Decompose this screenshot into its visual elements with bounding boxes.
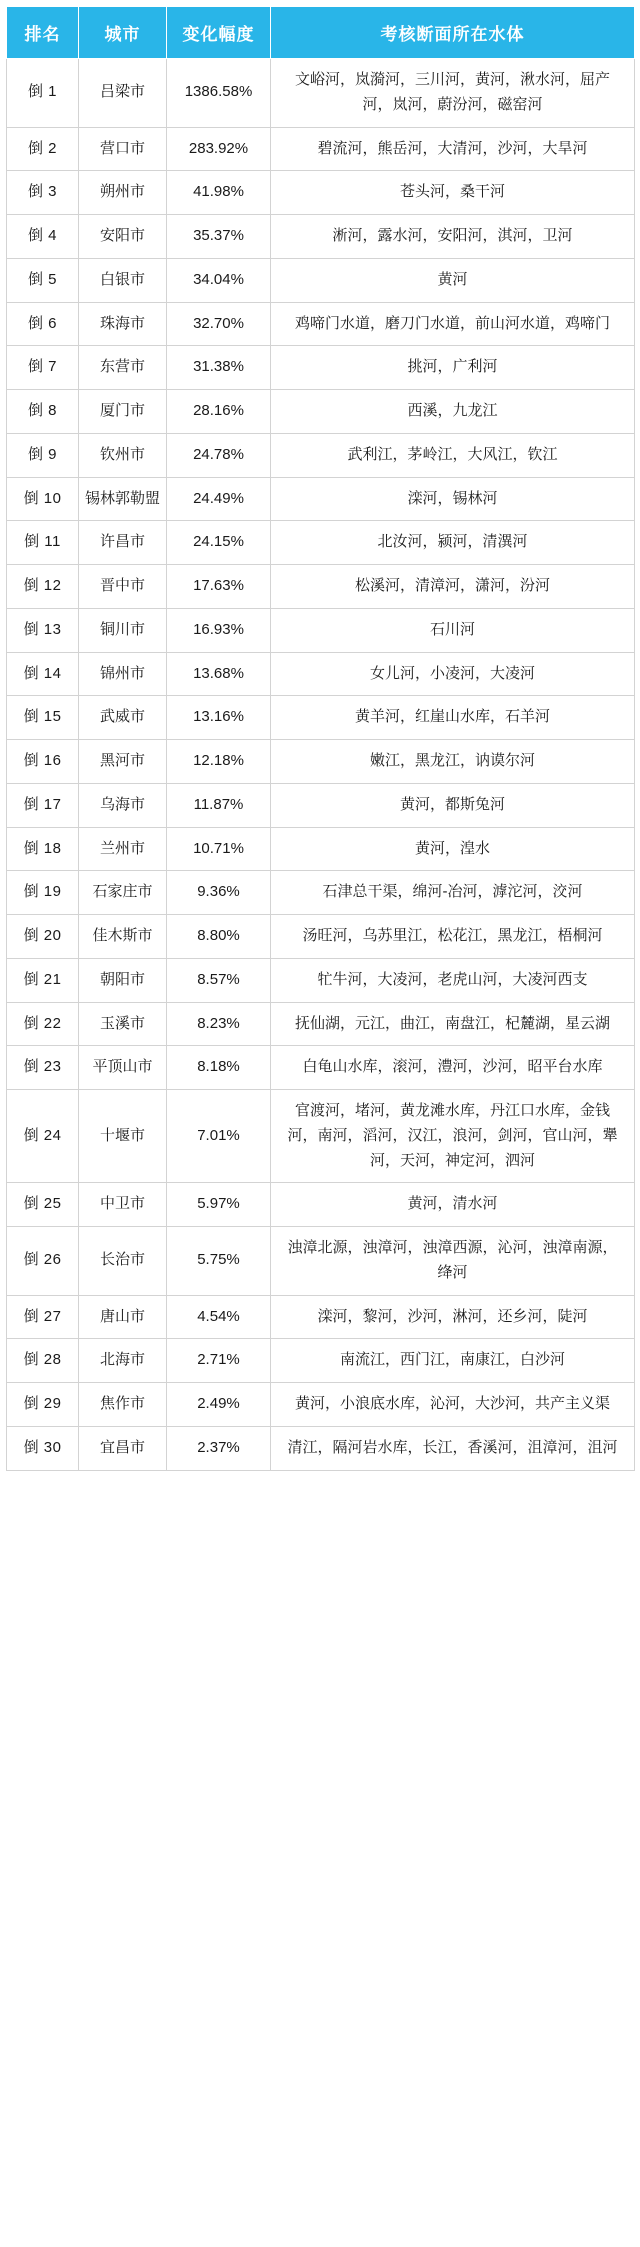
cell-rank: 倒 26 [7, 1227, 79, 1296]
table-row [7, 958, 635, 1002]
cell-rank: 倒 1 [7, 59, 79, 128]
cell-rank: 倒 15 [7, 696, 79, 740]
cell-city: 武威市 [79, 696, 167, 740]
column-header-rank: 排名 [7, 7, 79, 59]
table-row [7, 346, 635, 390]
cell-change: 2.71% [167, 1339, 271, 1383]
table-row [7, 521, 635, 565]
cell-rank: 倒 28 [7, 1339, 79, 1383]
table-header [7, 7, 635, 59]
cell-water: 西溪，九龙江 [271, 390, 635, 434]
cell-rank: 倒 13 [7, 608, 79, 652]
cell-change: 8.57% [167, 958, 271, 1002]
cell-change: 2.37% [167, 1426, 271, 1470]
cell-rank: 倒 2 [7, 127, 79, 171]
cell-water: 清江，隔河岩水库，长江，香溪河，沮漳河，沮河 [271, 1426, 635, 1470]
cell-change: 8.80% [167, 915, 271, 959]
cell-change: 31.38% [167, 346, 271, 390]
table-row [7, 915, 635, 959]
cell-water: 白龟山水库，滚河，澧河，沙河，昭平台水库 [271, 1046, 635, 1090]
cell-city: 长治市 [79, 1227, 167, 1296]
table-row [7, 1227, 635, 1296]
table-row [7, 783, 635, 827]
cell-city: 平顶山市 [79, 1046, 167, 1090]
cell-water: 滦河，黎河，沙河，淋河，还乡河，陡河 [271, 1295, 635, 1339]
cell-city: 佳木斯市 [79, 915, 167, 959]
table-row [7, 608, 635, 652]
cell-water: 武利江，茅岭江，大风江，钦江 [271, 433, 635, 477]
cell-water: 官渡河，堵河，黄龙滩水库，丹江口水库，金钱河，南河，滔河，汉江，浪河，剑河，官山河，犟河，天河，神定河，泗河 [271, 1090, 635, 1183]
cell-water: 黄河，清水河 [271, 1183, 635, 1227]
cell-city: 焦作市 [79, 1383, 167, 1427]
cell-change: 1386.58% [167, 59, 271, 128]
cell-city: 珠海市 [79, 302, 167, 346]
cell-rank: 倒 3 [7, 171, 79, 215]
cell-city: 锡林郭勒盟 [79, 477, 167, 521]
cell-city: 许昌市 [79, 521, 167, 565]
cell-city: 钦州市 [79, 433, 167, 477]
cell-water: 淅河，露水河，安阳河，淇河，卫河 [271, 215, 635, 259]
cell-change: 5.97% [167, 1183, 271, 1227]
cell-rank: 倒 22 [7, 1002, 79, 1046]
cell-change: 17.63% [167, 565, 271, 609]
cell-city: 东营市 [79, 346, 167, 390]
cell-water: 南流江，西门江，南康江，白沙河 [271, 1339, 635, 1383]
column-header-city: 城市 [79, 7, 167, 59]
cell-city: 厦门市 [79, 390, 167, 434]
cell-rank: 倒 23 [7, 1046, 79, 1090]
cell-rank: 倒 4 [7, 215, 79, 259]
table-body [7, 59, 635, 1471]
cell-city: 石家庄市 [79, 871, 167, 915]
column-header-water: 考核断面所在水体 [271, 7, 635, 59]
cell-city: 铜川市 [79, 608, 167, 652]
cell-water: 滦河，锡林河 [271, 477, 635, 521]
cell-rank: 倒 14 [7, 652, 79, 696]
cell-rank: 倒 20 [7, 915, 79, 959]
cell-water: 黄河 [271, 258, 635, 302]
cell-city: 兰州市 [79, 827, 167, 871]
cell-change: 35.37% [167, 215, 271, 259]
cell-city: 锦州市 [79, 652, 167, 696]
cell-water: 牤牛河，大凌河，老虎山河，大凌河西支 [271, 958, 635, 1002]
cell-rank: 倒 6 [7, 302, 79, 346]
cell-city: 宜昌市 [79, 1426, 167, 1470]
cell-water: 鸡啼门水道，磨刀门水道，前山河水道，鸡啼门 [271, 302, 635, 346]
cell-change: 8.23% [167, 1002, 271, 1046]
cell-change: 283.92% [167, 127, 271, 171]
cell-rank: 倒 11 [7, 521, 79, 565]
cell-change: 11.87% [167, 783, 271, 827]
cell-city: 黑河市 [79, 740, 167, 784]
table-row [7, 390, 635, 434]
table-row [7, 871, 635, 915]
cell-rank: 倒 17 [7, 783, 79, 827]
cell-rank: 倒 24 [7, 1090, 79, 1183]
table-row [7, 1183, 635, 1227]
cell-change: 2.49% [167, 1383, 271, 1427]
table-row [7, 1046, 635, 1090]
cell-change: 41.98% [167, 171, 271, 215]
cell-rank: 倒 19 [7, 871, 79, 915]
table-row [7, 215, 635, 259]
cell-change: 12.18% [167, 740, 271, 784]
table-row [7, 1002, 635, 1046]
cell-water: 石津总干渠，绵河-冶河，滹沱河，洨河 [271, 871, 635, 915]
cell-change: 10.71% [167, 827, 271, 871]
cell-rank: 倒 21 [7, 958, 79, 1002]
table-row [7, 477, 635, 521]
cell-rank: 倒 30 [7, 1426, 79, 1470]
cell-city: 乌海市 [79, 783, 167, 827]
table-row [7, 258, 635, 302]
table-row [7, 696, 635, 740]
cell-water: 挑河，广利河 [271, 346, 635, 390]
table-row [7, 127, 635, 171]
cell-change: 24.78% [167, 433, 271, 477]
cell-water: 北汝河，颍河，清潩河 [271, 521, 635, 565]
cell-change: 24.15% [167, 521, 271, 565]
cell-rank: 倒 25 [7, 1183, 79, 1227]
cell-change: 4.54% [167, 1295, 271, 1339]
table-row [7, 59, 635, 128]
cell-rank: 倒 7 [7, 346, 79, 390]
cell-change: 32.70% [167, 302, 271, 346]
cell-water: 松溪河，清漳河，潇河，汾河 [271, 565, 635, 609]
cell-rank: 倒 8 [7, 390, 79, 434]
table-row [7, 1383, 635, 1427]
table-row [7, 565, 635, 609]
cell-change: 13.16% [167, 696, 271, 740]
cell-city: 唐山市 [79, 1295, 167, 1339]
cell-change: 24.49% [167, 477, 271, 521]
cell-change: 28.16% [167, 390, 271, 434]
cell-change: 34.04% [167, 258, 271, 302]
table-row [7, 740, 635, 784]
cell-water: 女儿河，小凌河，大凌河 [271, 652, 635, 696]
cell-change: 13.68% [167, 652, 271, 696]
cell-change: 8.18% [167, 1046, 271, 1090]
cell-water: 文峪河，岚漪河，三川河，黄河，湫水河，屈产河，岚河，蔚汾河，磁窑河 [271, 59, 635, 128]
cell-city: 白银市 [79, 258, 167, 302]
table-row [7, 1090, 635, 1183]
cell-city: 安阳市 [79, 215, 167, 259]
cell-water: 汤旺河，乌苏里江，松花江，黑龙江，梧桐河 [271, 915, 635, 959]
cell-rank: 倒 5 [7, 258, 79, 302]
table-row [7, 827, 635, 871]
cell-change: 7.01% [167, 1090, 271, 1183]
table-row [7, 1295, 635, 1339]
cell-water: 黄河，都斯兔河 [271, 783, 635, 827]
cell-city: 营口市 [79, 127, 167, 171]
water-quality-ranking-table [6, 6, 635, 1471]
cell-rank: 倒 10 [7, 477, 79, 521]
table-row [7, 1426, 635, 1470]
cell-water: 苍头河，桑干河 [271, 171, 635, 215]
cell-water: 碧流河，熊岳河，大清河，沙河，大旱河 [271, 127, 635, 171]
table-row [7, 171, 635, 215]
cell-city: 吕梁市 [79, 59, 167, 128]
cell-change: 16.93% [167, 608, 271, 652]
cell-city: 北海市 [79, 1339, 167, 1383]
cell-rank: 倒 9 [7, 433, 79, 477]
cell-city: 晋中市 [79, 565, 167, 609]
column-header-change: 变化幅度 [167, 7, 271, 59]
cell-city: 中卫市 [79, 1183, 167, 1227]
cell-water: 嫩江，黑龙江，讷谟尔河 [271, 740, 635, 784]
cell-water: 黄河，湟水 [271, 827, 635, 871]
cell-rank: 倒 16 [7, 740, 79, 784]
cell-rank: 倒 29 [7, 1383, 79, 1427]
table-header-row [7, 7, 635, 59]
table-row [7, 1339, 635, 1383]
cell-rank: 倒 12 [7, 565, 79, 609]
cell-city: 玉溪市 [79, 1002, 167, 1046]
cell-water: 黄河，小浪底水库，沁河，大沙河，共产主义渠 [271, 1383, 635, 1427]
cell-rank: 倒 27 [7, 1295, 79, 1339]
cell-water: 浊漳北源，浊漳河，浊漳西源，沁河，浊漳南源，绛河 [271, 1227, 635, 1296]
cell-city: 朔州市 [79, 171, 167, 215]
table-row [7, 302, 635, 346]
cell-water: 石川河 [271, 608, 635, 652]
cell-rank: 倒 18 [7, 827, 79, 871]
cell-change: 5.75% [167, 1227, 271, 1296]
cell-water: 黄羊河，红崖山水库，石羊河 [271, 696, 635, 740]
cell-water: 抚仙湖，元江，曲江，南盘江，杞麓湖，星云湖 [271, 1002, 635, 1046]
table-row [7, 652, 635, 696]
table-row [7, 433, 635, 477]
cell-city: 朝阳市 [79, 958, 167, 1002]
cell-change: 9.36% [167, 871, 271, 915]
cell-city: 十堰市 [79, 1090, 167, 1183]
